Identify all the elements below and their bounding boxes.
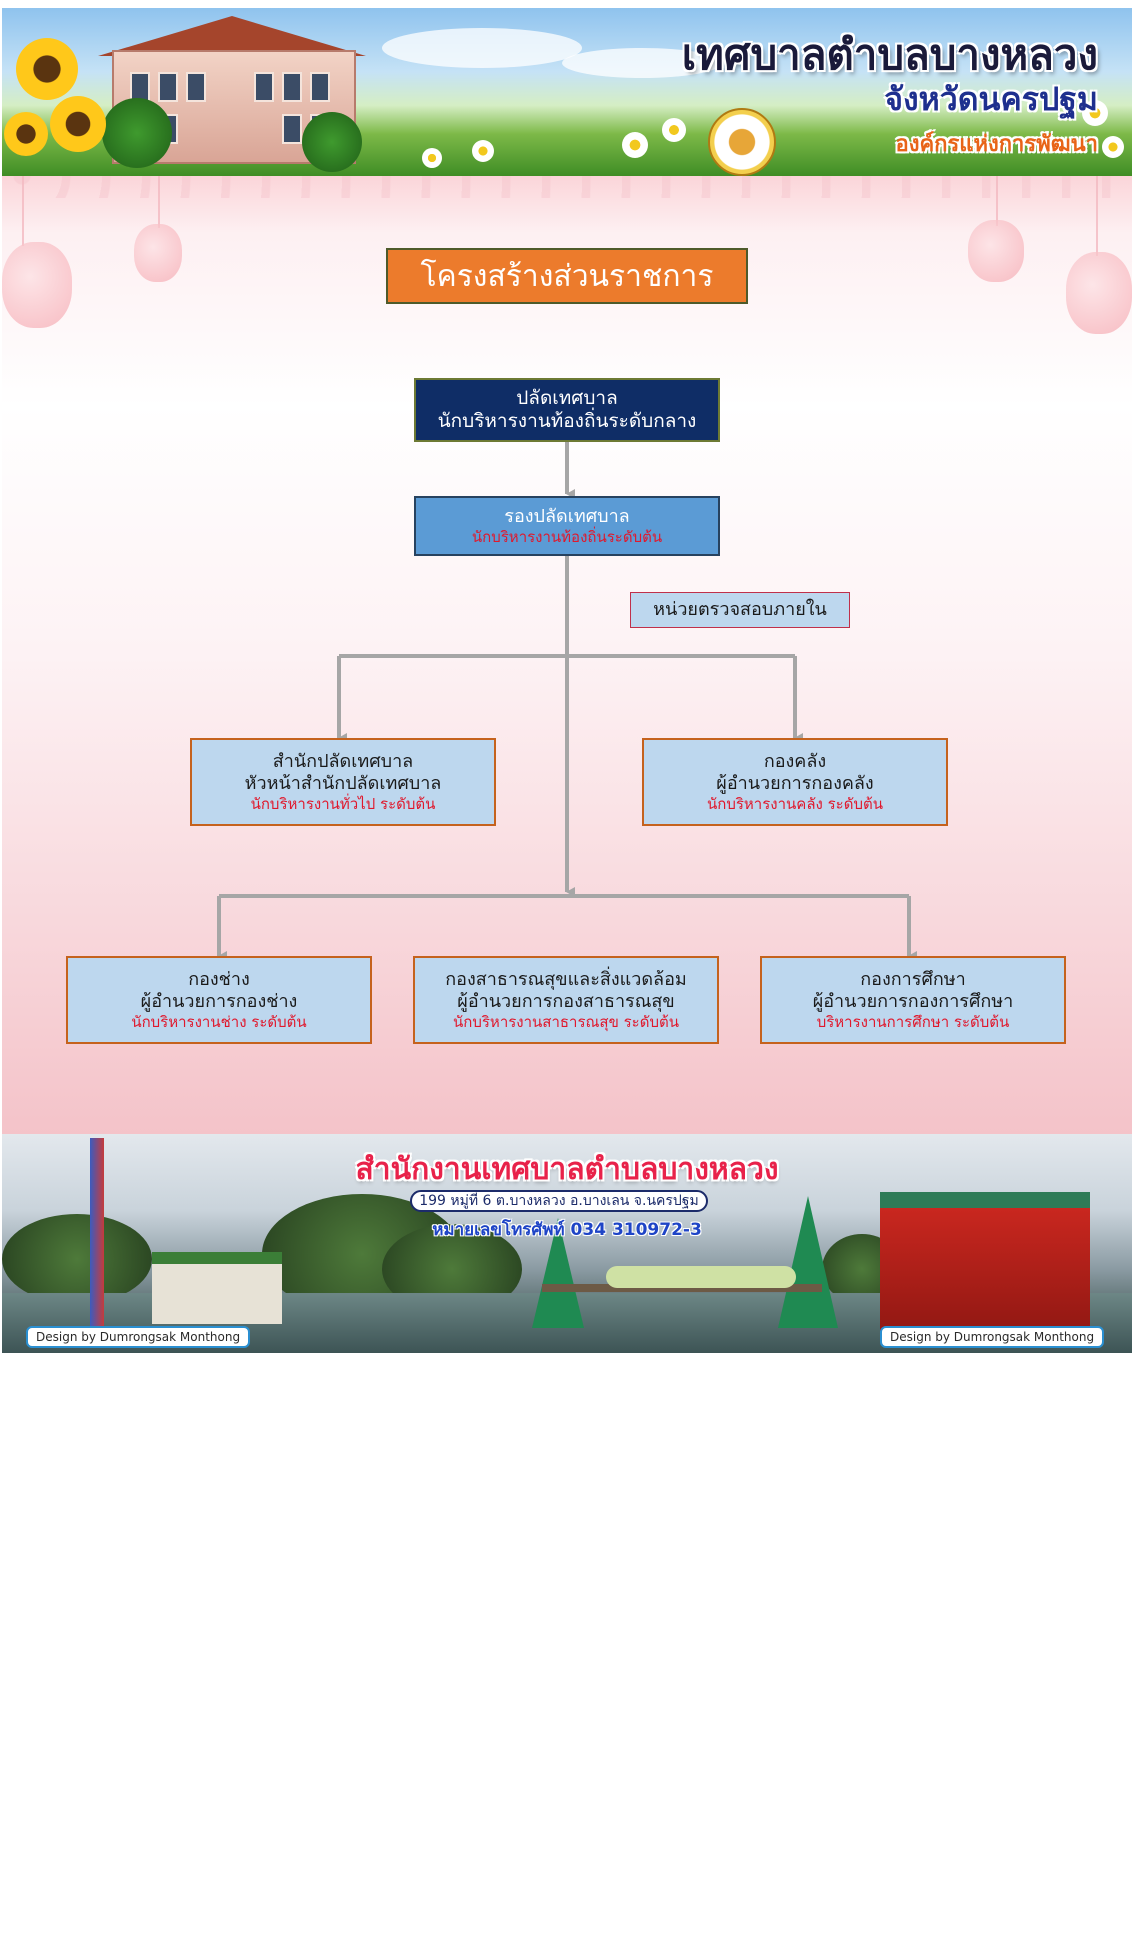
header-slogan: องค์กรแห่งการพัฒนา bbox=[895, 132, 1098, 157]
office-box bbox=[190, 738, 496, 826]
audit-unit-title: หน่วยตรวจสอบภายใน bbox=[653, 599, 827, 621]
chart-title: โครงสร้างส่วนราชการ bbox=[386, 248, 748, 304]
finance-title: กองคลัง bbox=[763, 751, 827, 773]
clerk-level: นักบริหารงานท้องถิ่นระดับกลาง bbox=[437, 410, 697, 432]
header-title: เทศบาลตำบลบางหลวง bbox=[681, 30, 1098, 79]
sunflower-icon bbox=[16, 38, 78, 100]
footer-address: 199 หมู่ที่ 6 ต.บางหลวง อ.บางเลน จ.นครปฐม bbox=[410, 1190, 708, 1212]
engineering-title: กองช่าง bbox=[188, 969, 250, 991]
page-frame bbox=[0, 8, 1134, 1353]
deputy-level: นักบริหารงานท้องถิ่นระดับต้น bbox=[471, 527, 663, 546]
education-title: กองการศึกษา bbox=[860, 969, 966, 991]
engineering-level: นักบริหารงานช่าง ระดับต้น bbox=[131, 1012, 307, 1031]
engineering-head: ผู้อำนวยการกองช่าง bbox=[140, 991, 298, 1012]
audit-unit-box bbox=[630, 592, 850, 628]
education-head: ผู้อำนวยการกองการศึกษา bbox=[812, 991, 1014, 1012]
education-box bbox=[760, 956, 1066, 1044]
design-credit-right: Design by Dumrongsak Monthong bbox=[880, 1326, 1104, 1348]
deputy-box bbox=[414, 496, 720, 556]
daisy-icon bbox=[1102, 136, 1124, 158]
right-shrine-image bbox=[880, 1192, 1090, 1340]
footer-phone: หมายเลขโทรศัพท์ 034 310972-3 bbox=[432, 1220, 702, 1240]
engineering-box bbox=[66, 956, 372, 1044]
sunflower-icon bbox=[4, 112, 48, 156]
finance-box bbox=[642, 738, 948, 826]
deputy-title: รองปลัดเทศบาล bbox=[504, 506, 630, 528]
footer-banner bbox=[2, 1134, 1132, 1353]
finance-head: ผู้อำนวยการกองคลัง bbox=[716, 773, 874, 794]
left-shrine-image bbox=[152, 1252, 282, 1324]
daisy-icon bbox=[622, 132, 648, 158]
footer-office-name: สำนักงานเทศบาลตำบลบางหลวง bbox=[355, 1152, 779, 1187]
daisy-icon bbox=[662, 118, 686, 142]
clerk-title: ปลัดเทศบาล bbox=[516, 387, 618, 410]
office-title: สำนักปลัดเทศบาล bbox=[272, 751, 414, 773]
header-banner bbox=[2, 8, 1132, 176]
office-level: นักบริหารงานทั่วไป ระดับต้น bbox=[250, 794, 436, 813]
clerk-box bbox=[414, 378, 720, 442]
sunflower-icon bbox=[50, 96, 106, 152]
office-head: หัวหน้าสำนักปลัดเทศบาล bbox=[244, 773, 442, 794]
org-chart bbox=[2, 176, 1132, 1134]
design-credit-left: Design by Dumrongsak Monthong bbox=[26, 1326, 250, 1348]
health-level: นักบริหารงานสาธารณสุข ระดับต้น bbox=[453, 1012, 679, 1031]
education-level: บริหารงานการศึกษา ระดับต้น bbox=[816, 1012, 1010, 1031]
daisy-icon bbox=[422, 148, 442, 168]
health-box bbox=[413, 956, 719, 1044]
finance-level: นักบริหารงานคลัง ระดับต้น bbox=[707, 794, 883, 813]
health-title: กองสาธารณสุขและสิ่งแวดล้อม bbox=[445, 969, 687, 991]
daisy-icon bbox=[472, 140, 494, 162]
header-province: จังหวัดนครปฐม bbox=[884, 80, 1098, 118]
health-head: ผู้อำนวยการกองสาธารณสุข bbox=[457, 991, 675, 1012]
bridge-sign bbox=[606, 1266, 796, 1288]
municipal-seal-icon bbox=[708, 108, 776, 176]
